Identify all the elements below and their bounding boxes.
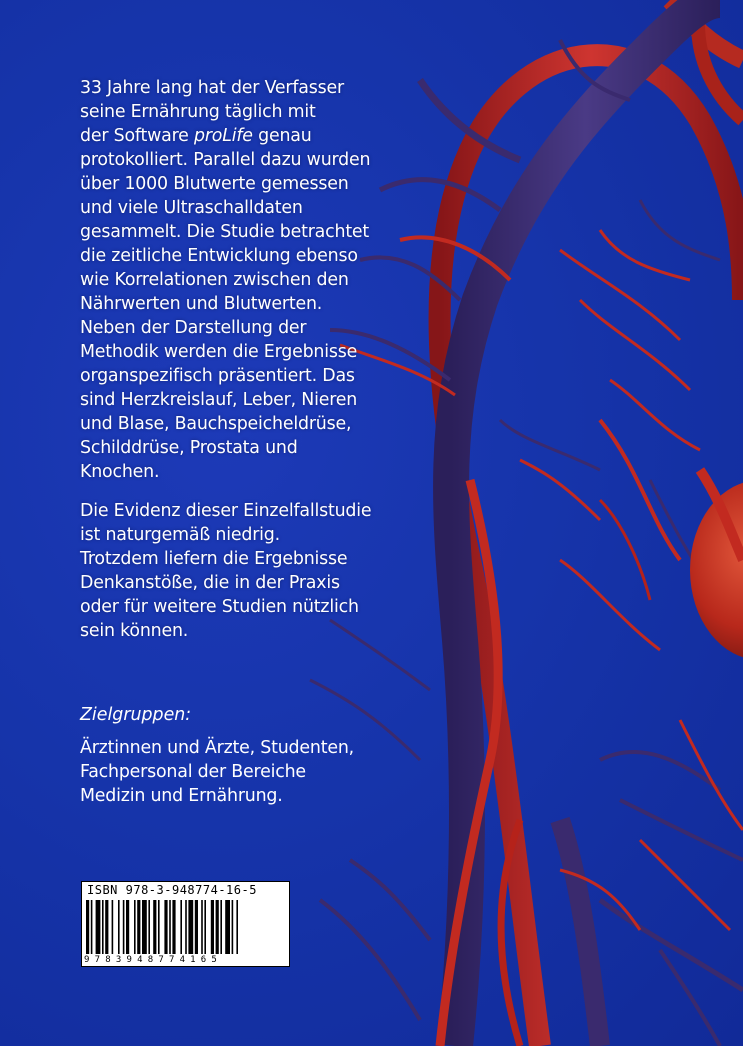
description-text-block <box>80 76 410 658</box>
barcode-bar <box>105 900 108 954</box>
barcode-bar <box>225 900 230 954</box>
barcode-bar <box>153 900 156 954</box>
barcode-bar <box>137 900 140 954</box>
software-name: proLife <box>194 126 253 146</box>
barcode-bar <box>232 900 234 954</box>
isbn-label: ISBN 978-3-948774-16-5 <box>87 883 257 897</box>
barcode-bar <box>142 900 147 954</box>
barcode-bar <box>118 900 120 954</box>
barcode-bar <box>220 900 222 954</box>
barcode-bar <box>164 900 167 954</box>
description-paragraph-1 <box>80 76 410 484</box>
description-paragraph-2: Die Evidenz dieser Einzelfallstudie ist naturgemäß niedrig. Trotzdem liefern die Ergebnisse Denkanstöße, die in der Praxis oder für weitere Studien nützlich sein können. <box>80 501 372 641</box>
barcode-bar <box>236 900 238 954</box>
barcode-digits: 9783948774165 <box>84 955 223 965</box>
barcode-bar <box>91 900 93 954</box>
target-audience-heading: Zielgruppen: <box>80 705 192 725</box>
barcode-bar <box>172 900 175 954</box>
barcode-bar <box>204 900 206 954</box>
barcode-bar <box>86 900 89 954</box>
isbn-barcode <box>81 881 290 967</box>
barcode-bar <box>169 900 171 954</box>
barcode-bar <box>148 900 150 954</box>
barcode-bars <box>86 900 286 954</box>
barcode-bar <box>195 900 198 954</box>
barcode-bar <box>102 900 104 954</box>
target-audience-text: Ärztinnen und Ärzte, Studenten, Fachpersonal der Bereiche Medizin und Ernährung. <box>80 738 354 806</box>
barcode-bar <box>211 900 214 954</box>
barcode-bar <box>126 900 129 954</box>
barcode-bar <box>180 900 182 954</box>
barcode-bar <box>158 900 160 954</box>
barcode-bar <box>123 900 125 954</box>
paragraph-1-body: genau protokolliert. Parallel dazu wurden über 1000 Blutwerte gemessen und viele Ultraschalldaten gesammelt. Die Studie betrachtet die zeitliche Entwicklung ebenso wie Korrelationen zwischen den Nährwerten und Blutwerten. Neben der Darstellung der Methodik werden die Ergebnisse organspezifisch präsentiert. Das sind Herzkreislauf, Leber, Nieren und Blase, Bauchspeicheldrüse, Schilddrüse, Prostata und Knochen. <box>80 126 371 482</box>
barcode-bar <box>188 900 193 954</box>
barcode-bar <box>216 900 219 954</box>
paragraph-1-intro: 33 Jahre lang hat der Verfasser seine Ernährung täglich mit der Software <box>80 78 344 146</box>
barcode-bar <box>201 900 203 954</box>
barcode-bar <box>96 900 101 954</box>
barcode-bar <box>134 900 136 954</box>
barcode-bar <box>112 900 114 954</box>
barcode-bar <box>185 900 187 954</box>
